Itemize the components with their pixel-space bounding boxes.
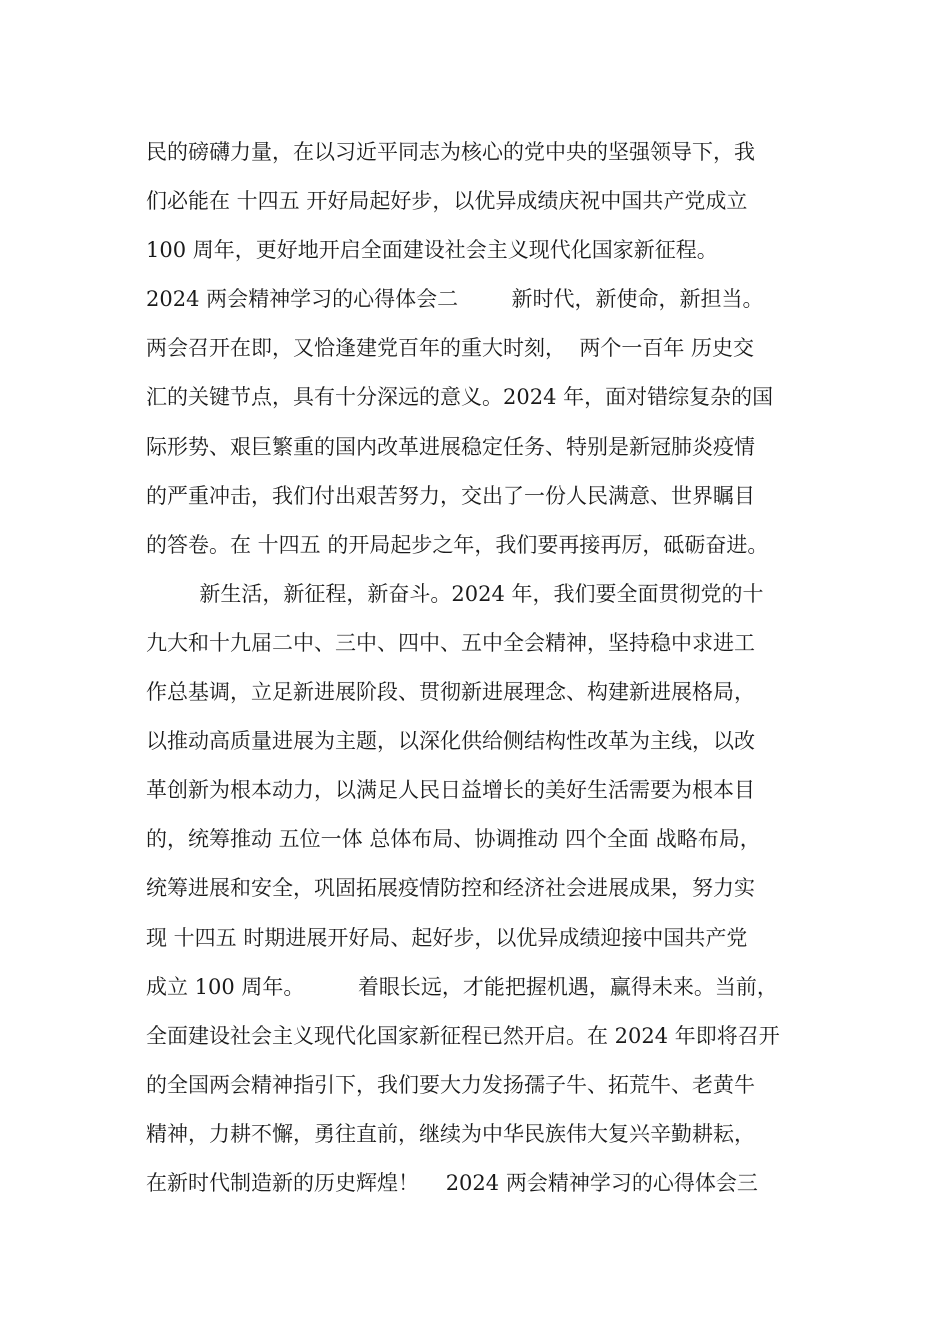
text-line: 汇的关键节点，具有十分深远的意义。2024 年，面对错综复杂的国: [146, 385, 774, 410]
text-line: 100 周年，更好地开启全面建设社会主义现代化国家新征程。: [146, 238, 718, 263]
text-line: 两会召开在即，又恰逢建党百年的重大时刻， 两个一百年 历史交: [146, 336, 755, 361]
text-line: 成立 100 周年。 着眼长远，才能把握机遇，赢得未来。当前，: [146, 974, 778, 999]
text-line: 们必能在 十四五 开好局起好步，以优异成绩庆祝中国共产党成立: [146, 189, 748, 214]
text-line: 的，统筹推动 五位一体 总体布局、协调推动 四个全面 战略布局，: [146, 827, 761, 852]
text-line: 以推动高质量进展为主题，以深化供给侧结构性改革为主线，以改: [146, 729, 755, 754]
text-line: 的答卷。在 十四五 的开局起步之年，我们要再接再厉，砥砺奋进。: [146, 532, 769, 557]
text-line: 现 十四五 时期进展开好局、起好步，以优异成绩迎接中国共产党: [146, 925, 748, 950]
text-line: 在新时代制造新的历史辉煌！ 2024 两会精神学习的心得体会三: [146, 1170, 758, 1195]
text-line: 2024 两会精神学习的心得体会二 新时代，新使命，新担当。: [146, 287, 764, 312]
text-line: 统筹进展和安全，巩固拓展疫情防控和经济社会进展成果，努力实: [146, 876, 755, 901]
text-line: 革创新为根本动力，以满足人民日益增长的美好生活需要为根本目: [146, 778, 755, 803]
text-line: 民的磅礴力量，在以习近平同志为核心的党中央的坚强领导下，我: [146, 140, 755, 164]
text-line: 际形势、艰巨繁重的国内改革进展稳定任务、特别是新冠肺炎疫情: [146, 434, 755, 459]
text-line: 的严重冲击，我们付出艰苦努力，交出了一份人民满意、世界瞩目: [146, 483, 755, 508]
text-line: 精神，力耕不懈，勇往直前，继续为中华民族伟大复兴辛勤耕耘，: [146, 1121, 755, 1146]
text-line: 新生活，新征程，新奋斗。2024 年，我们要全面贯彻党的十: [146, 581, 764, 606]
body-text: [146, 134, 826, 1214]
text-line: 作总基调，立足新进展阶段、贯彻新进展理念、构建新进展格局，: [146, 680, 755, 705]
text-line: 九大和十九届二中、三中、四中、五中全会精神，坚持稳中求进工: [146, 630, 755, 655]
text-line: 的全国两会精神指引下，我们要大力发扬孺子牛、拓荒牛、老黄牛: [146, 1072, 755, 1097]
text-line: 全面建设社会主义现代化国家新征程已然开启。在 2024 年即将召开: [146, 1023, 780, 1048]
